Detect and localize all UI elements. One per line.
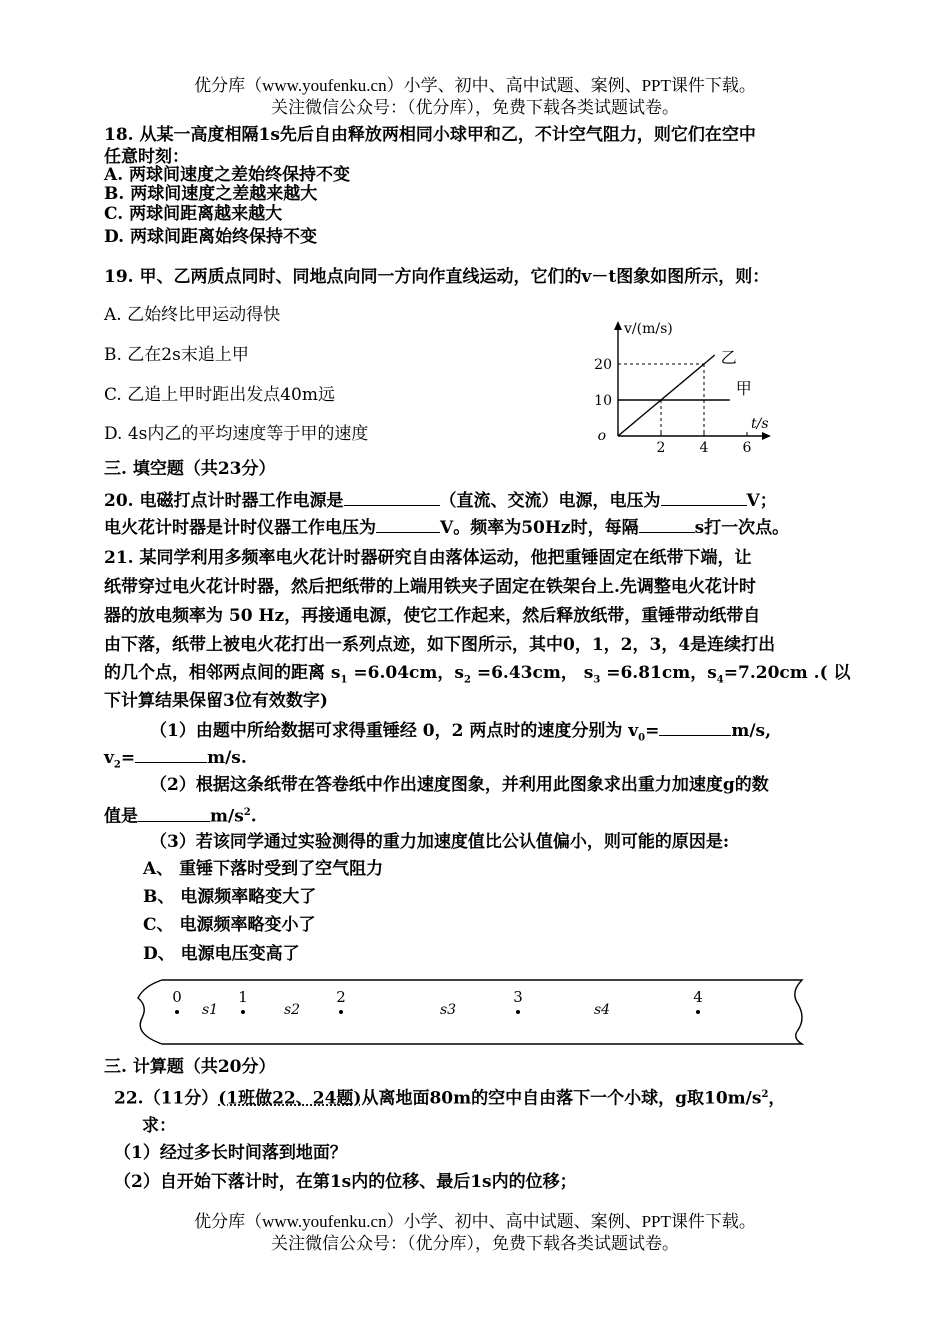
q20-text-d: 电火花计时器是计时仪器工作电压为 bbox=[104, 518, 376, 538]
q18-option-a: A. 两球间速度之差始终保持不变 bbox=[104, 165, 351, 185]
q18-stem-2: 任意时刻： bbox=[104, 147, 189, 167]
q21-line-3: 器的放电频率为 50 Hz，再接通电源，使它工作起来，然后释放纸带，重锤带动纸带自 bbox=[104, 606, 761, 626]
q20-text-e: V。频率为50Hz时，每隔 bbox=[440, 518, 639, 538]
tape-point-label-2: 2 bbox=[336, 988, 346, 1006]
q22-part2: （2）自开始下落计时，在第1s内的位移、最后1s内的位移； bbox=[114, 1172, 577, 1192]
q21-sub4: 4 bbox=[716, 674, 724, 686]
q21-option-a: A、 重锤下落时受到了空气阻力 bbox=[143, 859, 384, 879]
q19-option-b: B. 乙在2s末追上甲 bbox=[104, 345, 249, 365]
q21-blank-v0[interactable] bbox=[659, 719, 731, 736]
q22-stem bbox=[114, 1084, 785, 1110]
tape-dot-4 bbox=[696, 1010, 700, 1014]
header-line-2: 关注微信公众号：（优分库），免费下载各类试题试卷。 bbox=[271, 98, 679, 117]
section3-title: 三. 填空题（共23分） bbox=[104, 459, 276, 479]
q21-sub3: 3 bbox=[593, 674, 601, 686]
q21-l5d: =6.81cm，s bbox=[600, 663, 717, 683]
q18-option-d: D. 两球间距离始终保持不变 bbox=[104, 227, 317, 247]
tape-point-label-4: 4 bbox=[693, 988, 703, 1006]
q21-p1c: m/s, bbox=[731, 721, 772, 741]
y-tick-label-0: 10 bbox=[594, 393, 612, 409]
tape-seg-s1: s1 bbox=[201, 1002, 219, 1018]
tape-point-label-1: 1 bbox=[238, 988, 248, 1006]
tape-dot-3 bbox=[516, 1010, 520, 1014]
q19-option-d: D. 4s内乙的平均速度等于甲的速度 bbox=[104, 424, 369, 444]
series-label-0: 乙 bbox=[720, 348, 737, 367]
tape-seg-s2: s2 bbox=[283, 1002, 301, 1018]
q21-p1b: = bbox=[645, 721, 660, 741]
x-axis-label: t/s bbox=[751, 416, 769, 432]
q21-l5b: =6.04cm，s bbox=[347, 663, 464, 683]
q19-option-c: C. 乙追上甲时距出发点40m远 bbox=[104, 385, 335, 405]
origin-label: o bbox=[597, 428, 606, 444]
x-tick-label-1: 4 bbox=[699, 440, 709, 453]
q21-part3: （3）若该同学通过实验测得的重力加速度值比公认值偏小，则可能的原因是: bbox=[150, 832, 730, 852]
q21-l5a: 的几个点，相邻两点间的距离 s bbox=[104, 663, 341, 683]
q21-line-1: 21. 某同学利用多频率电火花计时器研究自由落体运动，他把重锤固定在纸带下端，让 bbox=[104, 548, 752, 568]
q18-option-c: C. 两球间距离越来越大 bbox=[104, 204, 283, 224]
tape-dot-1 bbox=[241, 1010, 245, 1014]
q20-line-2 bbox=[104, 516, 789, 539]
q21-p1-sub2: 2 bbox=[113, 759, 121, 771]
q20-line-1 bbox=[104, 489, 777, 512]
q18-stem-1: 18. 从某一高度相隔1s先后自由释放两相同小球甲和乙，不计空气阻力，则它们在空中 bbox=[104, 125, 756, 145]
q20-text-c: V； bbox=[746, 491, 777, 511]
paper-tape bbox=[130, 972, 830, 1050]
q21-p1f: m/s. bbox=[207, 748, 247, 768]
q20-blank-voltage[interactable] bbox=[661, 489, 747, 506]
q21-option-b: B、 电源频率略变大了 bbox=[143, 887, 317, 907]
q21-line-6: 下计算结果保留3位有效数字) bbox=[104, 691, 328, 711]
q21-sub1: 1 bbox=[340, 674, 348, 686]
q20-blank-spark-voltage[interactable] bbox=[376, 516, 440, 533]
q21-p2b: 值是 bbox=[104, 806, 138, 827]
q21-l5c: =6.43cm， s bbox=[470, 663, 594, 683]
series-line-0 bbox=[618, 355, 715, 436]
q19-stem: 19. 甲、乙两质点同时、同地点向同一方向作直线运动，它们的v－t图象如图所示，则： bbox=[104, 267, 770, 287]
tape-dot-2 bbox=[339, 1010, 343, 1014]
tape-dot-0 bbox=[175, 1010, 179, 1014]
tape-point-label-3: 3 bbox=[513, 988, 523, 1006]
q22-c: 从离地面80m的空中自由落下一个小球，g取10m/s bbox=[361, 1088, 762, 1109]
q21-option-c: C、 电源频率略变小了 bbox=[143, 915, 316, 935]
q21-p2d: . bbox=[250, 806, 257, 827]
q22-a: 22.（11分） bbox=[114, 1088, 219, 1109]
q20-text-b: （直流、交流）电源，电压为 bbox=[439, 491, 661, 511]
q22-part1: （1）经过多长时间落到地面？ bbox=[114, 1143, 347, 1163]
q21-part2: （2）根据这条纸带在答卷纸中作出速度图象，并利用此图象求出重力加速度g的数 bbox=[150, 775, 769, 795]
x-axis-arrow bbox=[762, 432, 771, 440]
q20-blank-power[interactable] bbox=[344, 489, 440, 506]
tape-point-label-0: 0 bbox=[172, 988, 182, 1006]
q21-l5e: =7.20cm .( 以 bbox=[723, 663, 851, 683]
q21-part1-cont bbox=[104, 746, 247, 776]
x-tick-label-2: 6 bbox=[742, 440, 752, 453]
x-tick-label-0: 2 bbox=[656, 440, 666, 453]
q21-p1d: v bbox=[104, 748, 114, 768]
q21-p2-sup: 2 bbox=[243, 807, 251, 818]
section4-title: 三. 计算题（共20分） bbox=[104, 1057, 276, 1077]
q19-option-a: A. 乙始终比甲运动得快 bbox=[104, 305, 281, 325]
q21-blank-v2[interactable] bbox=[135, 746, 207, 763]
y-axis-arrow bbox=[614, 321, 622, 330]
q21-p1-sub0: 0 bbox=[638, 732, 646, 744]
q21-line-5 bbox=[104, 662, 851, 691]
q20-blank-period[interactable] bbox=[639, 516, 695, 533]
q20-text-f: s打一次点。 bbox=[694, 518, 790, 538]
header-line-1: 优分库（www.youfenku.cn）小学、初中、高中试题、案例、PPT课件下载。 bbox=[194, 76, 756, 95]
q21-sub2: 2 bbox=[463, 674, 471, 686]
q21-p1a: （1）由题中所给数据可求得重锤经 0，2 两点时的速度分别为 v bbox=[150, 721, 639, 741]
footer-line-1: 优分库（www.youfenku.cn）小学、初中、高中试题、案例、PPT课件下载。 bbox=[194, 1212, 756, 1231]
y-axis-label: v/(m/s) bbox=[624, 321, 673, 337]
q18-option-b: B. 两球间速度之差越来越大 bbox=[104, 184, 318, 204]
q21-p1e: = bbox=[120, 748, 136, 768]
tape-seg-s4: s4 bbox=[593, 1002, 611, 1018]
q21-part2-cont bbox=[104, 802, 257, 828]
q21-line-2: 纸带穿过电火花计时器，然后把纸带的上端用铁夹子固定在铁架台上.先调整电火花计时 bbox=[104, 577, 756, 597]
q22-note: (1班做22、24题) bbox=[218, 1088, 362, 1109]
footer-line-2: 关注微信公众号：（优分库），免费下载各类试题试卷。 bbox=[271, 1234, 679, 1253]
y-tick-label-1: 20 bbox=[594, 357, 612, 373]
q21-part1 bbox=[150, 719, 771, 749]
tape-seg-s3: s3 bbox=[439, 1002, 457, 1018]
q22-sup: 2 bbox=[761, 1089, 769, 1100]
q21-line-4: 由下落，纸带上被电火花打出一系列点迹，如下图所示，其中0，1，2，3，4是连续打出 bbox=[104, 635, 776, 655]
series-label-1: 甲 bbox=[735, 379, 752, 398]
q21-option-d: D、 电源电压变高了 bbox=[143, 944, 300, 964]
q20-text-a: 20. 电磁打点计时器工作电源是 bbox=[104, 491, 344, 511]
q21-p2c: m/s bbox=[210, 806, 244, 827]
vt-graph bbox=[590, 318, 780, 453]
q21-blank-g[interactable] bbox=[138, 805, 210, 822]
q22-ask: 求： bbox=[142, 1116, 176, 1136]
q22-d: ， bbox=[768, 1088, 786, 1109]
